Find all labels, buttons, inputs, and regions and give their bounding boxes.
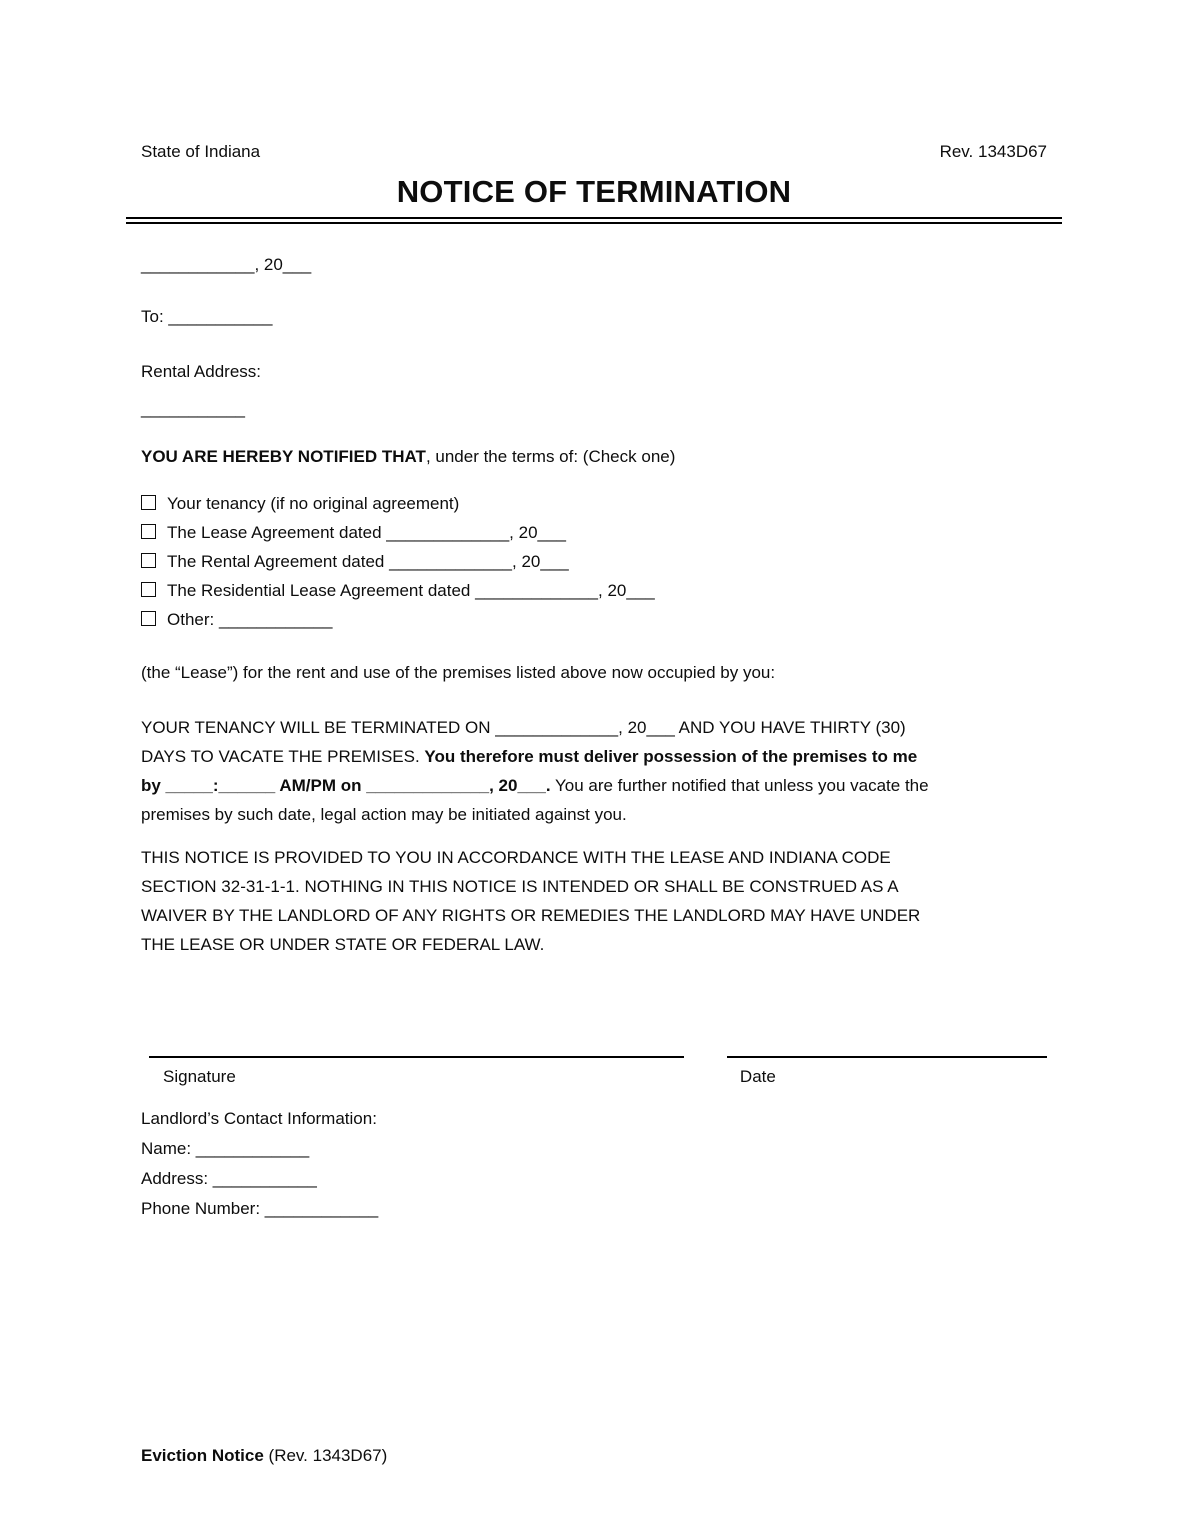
legal-paragraph: THIS NOTICE IS PROVIDED TO YOU IN ACCORDANCE WITH THE LEASE AND INDIANA CODE SECTION 32-31-1-1. NOTHING IN THIS NOTICE IS INTENDED OR SHALL BE CONSTRUED AS A WAIVER BY THE LANDLORD OF ANY RIGHTS OR REMEDIES THE LANDLORD MAY HAVE UNDER THE LEASE OR UNDER STATE OR FEDERAL LAW. xyxy=(141,848,921,954)
signature-section xyxy=(149,1056,1047,1091)
signature-field[interactable] xyxy=(149,1056,684,1091)
notified-line xyxy=(141,442,1047,471)
checkbox-option-residential-lease[interactable] xyxy=(141,576,1047,605)
date-label: Date xyxy=(739,1067,776,1086)
document-footer xyxy=(141,1441,387,1470)
lease-definition-line: (the “Lease”) for the rent and use of the premises listed above now occupied by you: xyxy=(141,663,776,682)
title-double-rule xyxy=(126,217,1062,224)
checkbox-option-label: The Residential Lease Agreement dated _____________, 20___ xyxy=(167,581,655,600)
checkbox-icon[interactable] xyxy=(141,582,156,597)
contact-phone-line: Phone Number: ____________ xyxy=(141,1199,379,1218)
date-blank-line: ____________, 20___ xyxy=(141,255,312,274)
contact-name-line: Name: ____________ xyxy=(141,1139,310,1158)
termination-paragraph: YOUR TENANCY WILL BE TERMINATED ON _____________, 20___ AND YOU HAVE THIRTY (30) DAYS TO VACATE THE PREMISES. You therefore must deliver possession of the premises to me by _____:______ AM/PM on _____________, 20___. You are further notified that unless you vacate the premises by such date, legal action may be initiated against you. xyxy=(141,718,929,824)
signature-label: Signature xyxy=(163,1067,236,1086)
notified-bold-text: YOU ARE HEREBY NOTIFIED THAT xyxy=(141,447,426,466)
page-title: NOTICE OF TERMINATION xyxy=(396,174,792,209)
checkbox-icon[interactable] xyxy=(141,553,156,568)
contact-address-line: Address: ___________ xyxy=(141,1169,317,1188)
date-field[interactable] xyxy=(727,1056,1047,1091)
checkbox-option-rental-agreement[interactable] xyxy=(141,547,1047,576)
footer-title: Eviction Notice xyxy=(141,1446,264,1465)
checkbox-option-label: Your tenancy (if no original agreement) xyxy=(167,494,460,513)
rental-address-blank: ___________ xyxy=(141,399,246,418)
signature-date-gap xyxy=(684,1056,726,1091)
to-line: To: ___________ xyxy=(141,307,273,326)
checkbox-option-list xyxy=(141,489,1047,634)
rental-address-label: Rental Address: xyxy=(141,362,262,381)
header-revision: Rev. 1343D67 xyxy=(939,142,1047,161)
checkbox-option-label: The Lease Agreement dated _____________, 20___ xyxy=(167,523,566,542)
checkbox-option-lease-agreement[interactable] xyxy=(141,518,1047,547)
contact-heading: Landlord’s Contact Information: xyxy=(141,1109,377,1128)
notified-rest-text: , under the terms of: (Check one) xyxy=(425,447,676,466)
checkbox-option-label: The Rental Agreement dated _____________, 20___ xyxy=(167,552,569,571)
footer-revision: (Rev. 1343D67) xyxy=(263,1446,388,1465)
checkbox-option-other[interactable] xyxy=(141,605,1047,634)
checkbox-option-label: Other: ____________ xyxy=(167,610,333,629)
document-header xyxy=(141,137,1047,166)
landlord-contact-block xyxy=(141,1104,1047,1224)
checkbox-icon[interactable] xyxy=(141,495,156,510)
checkbox-option-tenancy[interactable] xyxy=(141,489,1047,518)
header-state: State of Indiana xyxy=(141,142,261,161)
checkbox-icon[interactable] xyxy=(141,524,156,539)
checkbox-icon[interactable] xyxy=(141,611,156,626)
